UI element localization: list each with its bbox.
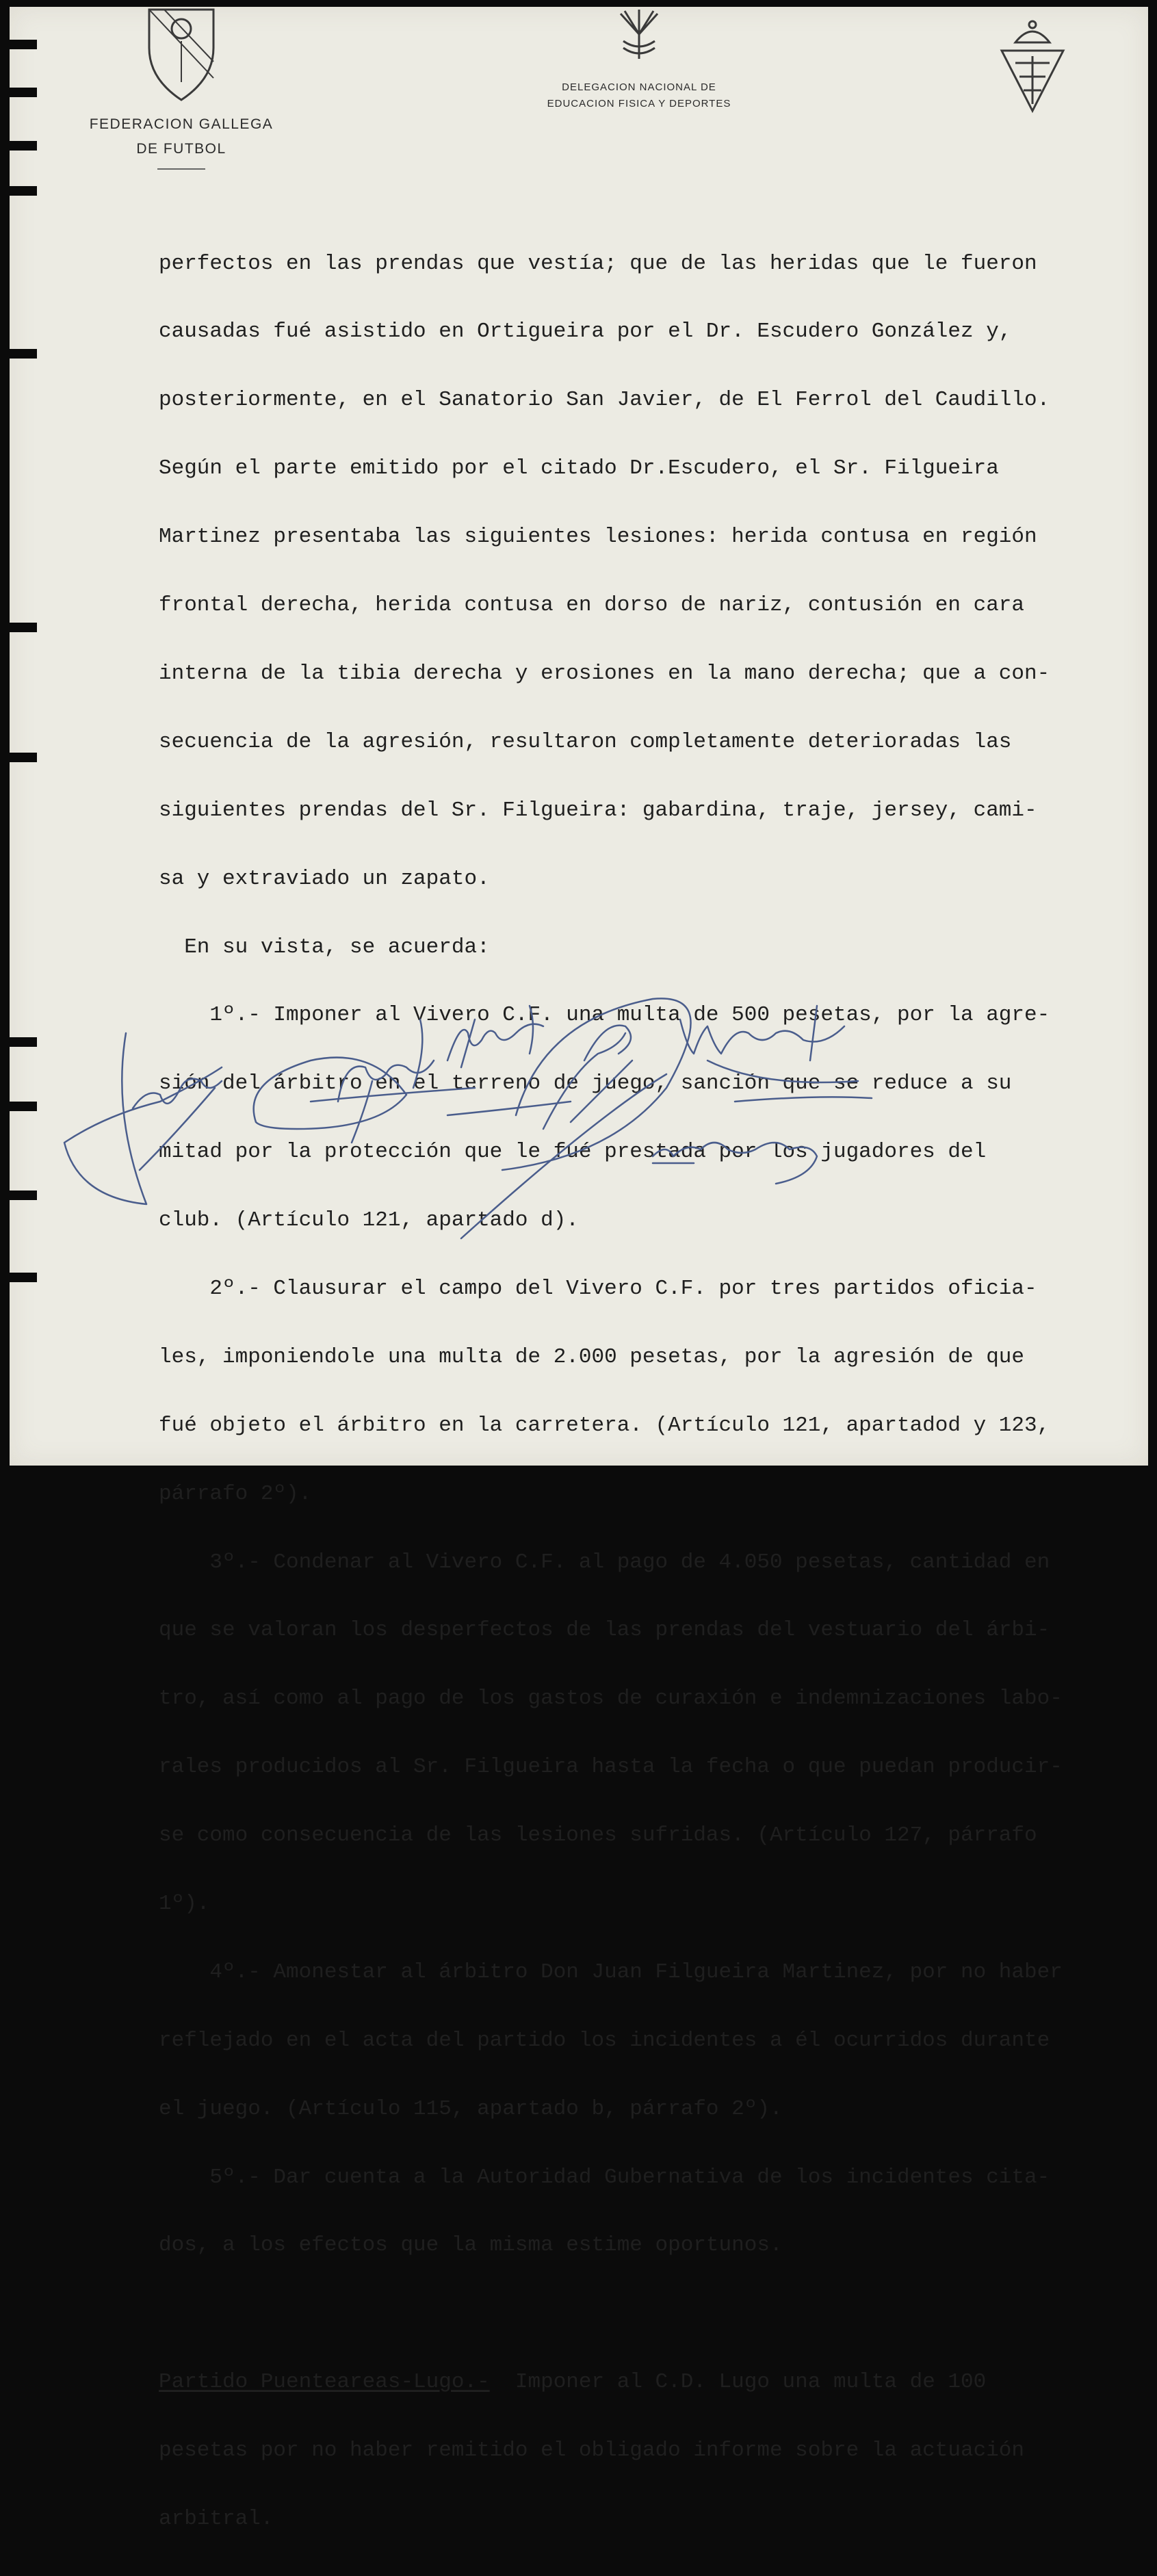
federation-shield-icon — [144, 7, 219, 103]
final-paragraph-line3: arbitral. — [159, 2506, 274, 2531]
body-line: Según el parte emitido por el citado Dr.Escudero, el Sr. Filgueira — [159, 456, 999, 481]
body-line: Martinez presentaba las siguientes lesiones: herida contusa en región — [159, 525, 1037, 549]
letterhead-rule — [157, 168, 205, 170]
delegacion-line2: EDUCACION FISICA Y DEPORTES — [547, 98, 731, 109]
body-line: mitad por la protección que le fué prestada por los jugadores del — [159, 1140, 987, 1165]
body-line: dos, a los efectos que la misma estime oportunos. — [159, 2233, 783, 2258]
signature-5 — [680, 1006, 872, 1102]
paragraph-gap — [159, 2302, 1144, 2325]
body-line: el juego. (Artículo 115, apartado b, párrafo 2º). — [159, 2096, 783, 2121]
body-line: que se valoran los desperfectos de las prendas del vestuario del árbi- — [159, 1618, 1050, 1643]
document-page — [10, 7, 1148, 2531]
match-heading: Partido Puenteareas-Lugo.- — [159, 2369, 490, 2394]
federation-name-line1: FEDERACION GALLEGA — [89, 116, 274, 132]
body-line: sión del árbitro en el terreno de juego, sanción que se reduce a su — [159, 1071, 1012, 1096]
body-line: se como consecuencia de las lesiones sufridas. (Artículo 127, párrafo — [159, 1823, 1037, 1848]
signature-3 — [447, 1006, 543, 1067]
body-line: les, imponiendole una multa de 2.000 pesetas, por la agresión de que — [159, 1344, 1025, 1369]
body-line: siguientes prendas del Sr. Filgueira: gabardina, traje, jersey, cami- — [159, 798, 1037, 822]
letterhead-left — [68, 7, 294, 170]
body-line: 5º.- Dar cuenta a la Autoridad Gubernativa de los incidentes cita- — [159, 2165, 1050, 2189]
body-line: reflejado en el acta del partido los incidentes a él ocurridos durante — [159, 2028, 1050, 2053]
final-line1-rest: Imponer al C.D. Lugo una multa de 100 — [489, 2369, 987, 2394]
letterhead-center — [516, 7, 762, 112]
body-line: 4º.- Amonestar al árbitro Don Juan Filgueira Martinez, por no haber — [159, 1960, 1063, 1984]
body-line: causadas fué asistido en Ortigueira por el Dr. Escudero González y, — [159, 320, 1012, 344]
delegacion-line1: DELEGACION NACIONAL DE — [562, 81, 716, 93]
body-line: 1º.- Imponer al Vivero C.F. una multa de 500 pesetas, por la agre- — [159, 1003, 1050, 1028]
signatures — [51, 978, 1118, 1279]
signature-6 — [653, 1143, 817, 1184]
signature-2 — [254, 1019, 475, 1143]
body-line: párrafo 2º). — [159, 1481, 312, 1506]
body-line: tro, así como al pago de los gastos de curaxión e indemnizaciones labo- — [159, 1687, 1063, 1711]
signature-1 — [64, 1033, 222, 1204]
federation-name-line2: DE FUTBOL — [136, 141, 226, 157]
resolution-body — [159, 207, 1144, 2576]
body-line: rales producidos al Sr. Filgueira hasta la fecha o que puedan producir- — [159, 1755, 1063, 1780]
body-line: 2º.- Clausurar el campo del Vivero C.F. por tres partidos oficia- — [159, 1276, 1037, 1301]
body-line: fué objeto el árbitro en la carretera. (Artículo 121, apartadod y 123, — [159, 1413, 1050, 1437]
body-line: frontal derecha, herida contusa en dorso de nariz, contusión en cara — [159, 593, 1025, 618]
body-line: sa y extraviado un zapato. — [159, 866, 490, 891]
yoke-and-arrows-icon — [615, 7, 663, 62]
body-line: interna de la tibia derecha y erosiones en la mano derecha; que a con- — [159, 661, 1050, 686]
body-line: posteriormente, en el Sanatorio San Javier, de El Ferrol del Caudillo. — [159, 388, 1050, 413]
body-line: club. (Artículo 121, apartado d). — [159, 1208, 579, 1233]
body-line: 3º.- Condenar al Vivero C.F. al pago de 4.050 pesetas, cantidad en — [159, 1550, 1050, 1574]
signature-4 — [447, 998, 691, 1238]
body-line: secuencia de la agresión, resultaron completamente deterioradas las — [159, 729, 1012, 754]
final-paragraph-line2: pesetas por no haber remitido el obligado informe sobre la actuación — [159, 2438, 1025, 2462]
body-line: perfectos en las prendas que vestía; que de las heridas que le fueron — [159, 251, 1037, 276]
body-line: En su vista, se acuerda: — [159, 935, 490, 959]
final-paragraph-line1 — [159, 2371, 1144, 2393]
body-line: 1º). — [159, 1891, 210, 1916]
crowned-crest-icon — [995, 15, 1070, 118]
